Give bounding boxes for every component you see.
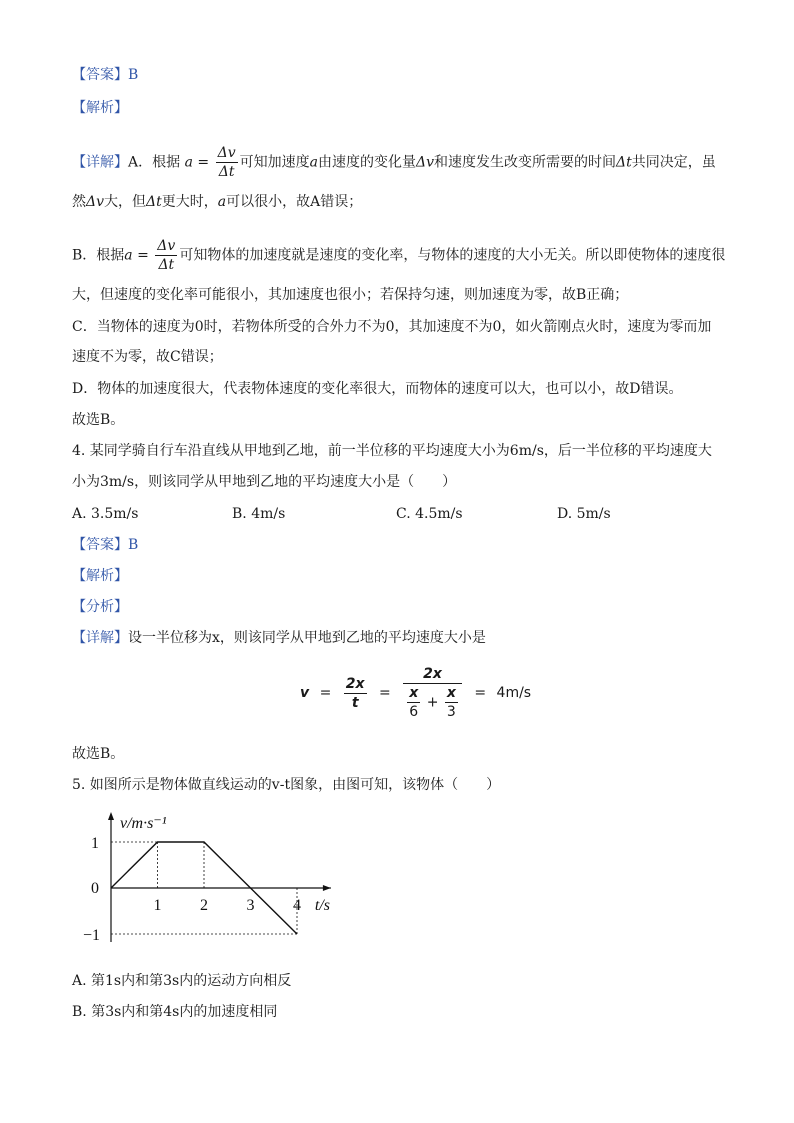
y-tick-label: 1 xyxy=(91,835,99,852)
average-velocity-formula: v = $\frac{2x}{t}$ = 2x $\frac{x}{6}$ + $\frac{x}{3}$ = 4m/s xyxy=(300,666,532,720)
q4-option-a: A. 3.5m/s xyxy=(72,506,139,522)
y-axis-label: v/m·s⁻¹ xyxy=(120,815,167,832)
q4-answer-label: 【答案】B xyxy=(72,537,139,553)
q5-option-b: B. 第3s内和第4s内的加速度相同 xyxy=(72,1004,278,1020)
q5-stem: 5. 如图所示是物体做直线运动的v-t图象，由图可知，该物体（ ） xyxy=(72,777,501,793)
x-tick-label: 3 xyxy=(246,897,255,914)
q4-stem-line1: 4. 某同学骑自行车沿直线从甲地到乙地，前一半位移的平均速度大小为6m/s，后一半位移的平均速度大 xyxy=(72,443,712,459)
formula-dv-dt-b: $\frac{\Delta v}{\Delta t}$ xyxy=(157,238,176,273)
formula-dv-dt: $\frac{\Delta v}{\Delta t}$ xyxy=(217,145,236,180)
detail-a-line1: 【详解】A．根据 a = $\frac{\Delta v}{\Delta t}$ 可知加速度a由速度的变化量Δv和速度发生改变所需要的时间Δt共同决定，虽 xyxy=(72,145,716,180)
detail-c-line2: 速度不为零，故C错误； xyxy=(72,349,223,365)
q4-fenxi-label: 【分析】 xyxy=(72,599,128,615)
origin-label: 0 xyxy=(91,880,99,897)
detail-d-line: D．物体的加速度很大，代表物体速度的变化率很大，而物体的速度可以大，也可以小，故D错误。 xyxy=(72,381,683,397)
q5-option-a: A. 第1s内和第3s内的运动方向相反 xyxy=(72,973,292,989)
x-axis-label: t/s xyxy=(314,897,331,914)
q4-analysis-label: 【解析】 xyxy=(72,568,128,584)
vt-graph xyxy=(80,810,340,950)
choose-b-q4: 故选B。 xyxy=(72,746,125,762)
detail-a-line2: 然Δv大，但Δt更大时，a可以很小，故A错误； xyxy=(72,194,363,210)
analysis-label: 【解析】 xyxy=(72,100,128,116)
y-axis-arrow xyxy=(108,812,114,820)
x-tick-label: 2 xyxy=(200,897,208,914)
q4-detail-line: 【详解】设一半位移为x，则该同学从甲地到乙地的平均速度大小是 xyxy=(72,630,486,646)
x-axis-arrow xyxy=(323,885,331,891)
detail-c-line1: C．当物体的速度为0时，若物体所受的合外力不为0，其加速度不为0，如火箭刚点火时，速度为零而加 xyxy=(72,319,712,335)
q4-option-c: C. 4.5m/s xyxy=(396,506,463,522)
q4-stem-line2: 小为3m/s，则该同学从甲地到乙地的平均速度大小是（ ） xyxy=(72,474,457,490)
x-tick-label: 1 xyxy=(153,897,162,914)
answer-label: 【答案】B xyxy=(72,67,139,83)
detail-b-line1: B．根据a = $\frac{\Delta v}{\Delta t}$ 可知物体的加速度就是速度的变化率，与物体的速度的大小无关。所以即使物体的速度很 xyxy=(72,238,726,273)
q4-option-b: B. 4m/s xyxy=(232,506,286,522)
detail-tag: 【详解】 xyxy=(72,154,128,171)
detail-b-line2: 大，但速度的变化率可能很小，其加速度也很小；若保持匀速，则加速度为零，故B正确； xyxy=(72,287,629,303)
y-tick-label: −1 xyxy=(83,927,101,944)
choose-b-q3: 故选B。 xyxy=(72,412,125,428)
q4-option-d: D. 5m/s xyxy=(557,506,611,522)
x-tick-label: 4 xyxy=(293,897,301,914)
